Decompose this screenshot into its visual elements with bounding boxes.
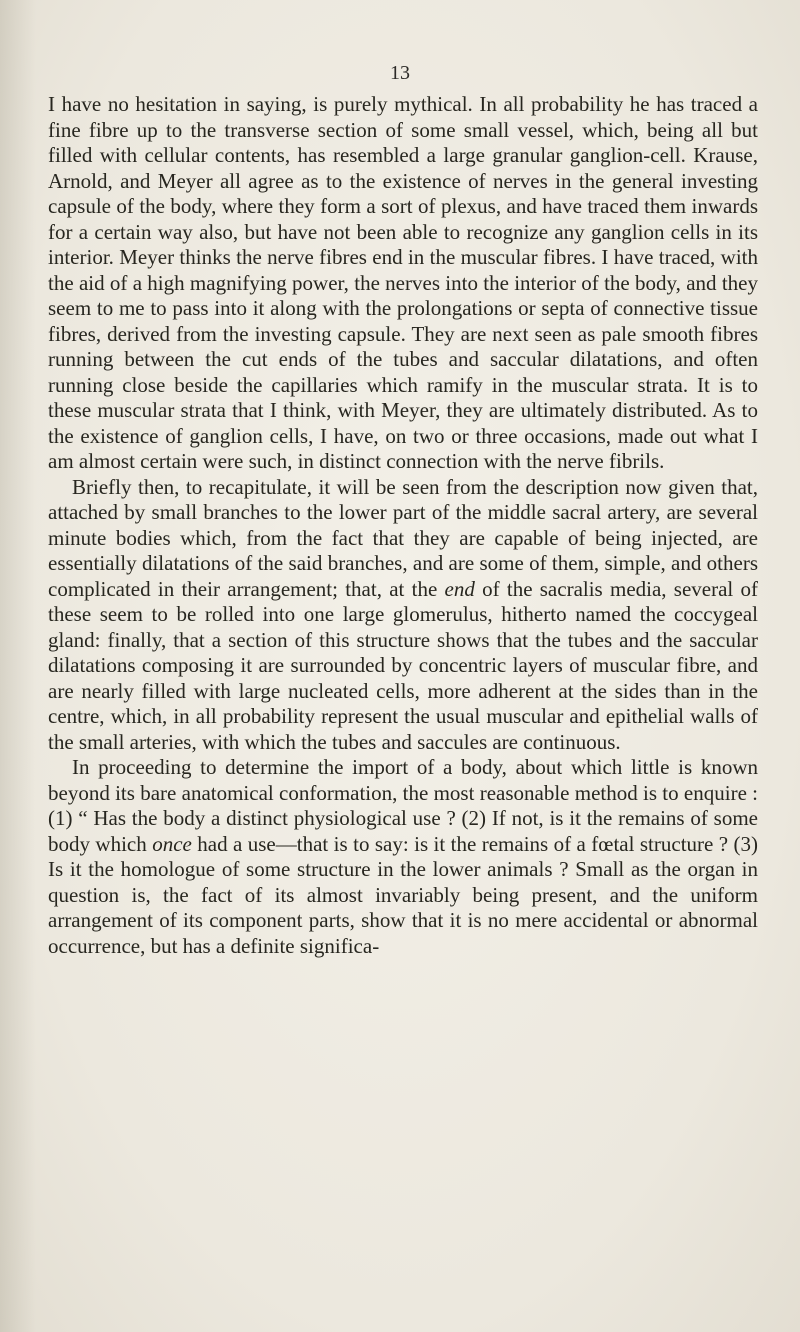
body-text — [48, 92, 758, 959]
paragraph-continuation: I have no hesitation in saying, is purely mythical. In all probability he has traced a fine fibre up to the transverse section of some small vessel, which, being all but filled with cellular contents, has resembled a large granular ganglion-cell. Krause, Arnold, and Meyer all agree as to the existence of nerves in the general investing capsule of the body, where they form a sort of plexus, and have traced them inwards for a certain way also, but have not been able to recognize any ganglion cells in its interior. Meyer thinks the nerve fibres end in the muscular fibres. I have traced, with the aid of a high magnifying power, the nerves into the interior of the body, and they seem to me to pass into it along with the prolongations or septa of connective tissue fibres, derived from the investing capsule. They are next seen as pale smooth fibres running between the cut ends of the tubes and saccular dilatations, and often running close beside the capillaries which ramify in the muscular strata. It is to these muscular strata that I think, with Meyer, they are ultimately distributed. As to the existence of ganglion cells, I have, on two or three occasions, made out what I am almost certain were such, in distinct connection with the nerve fibrils. — [48, 92, 758, 473]
paragraph-recapitulation — [48, 475, 758, 756]
page-number: 13 — [390, 62, 410, 84]
italic-emphasis: end — [444, 576, 475, 601]
paragraph-text-segment: In proceeding to determine the import of a body, about which little is known beyond its bare anatomical conformation, the most reasonable method is to enquire : (1) “ Has the body a distinct physiological use ? (2) If not, is it the remains of some body which — [48, 755, 758, 856]
paragraph-text-segment: Briefly then, to recapitulate, it will be seen from the description now given that, attached by small branches to the lower part of the middle sacral artery, are several minute bodies which, from the fact that they are capable of being injected, are essentially dilatations of the said branches, and are some of them, simple, and others complicated in their arrangement; that, at the — [48, 474, 758, 601]
spine-shadow — [0, 0, 36, 1332]
paragraph-import — [48, 755, 758, 959]
paragraph-text-segment: had a use—that is to say: is it the remains of a fœtal structure ? (3) Is it the homologue of some structure in the lower animals ? Small as the organ in question is, the fact of its almost invariably being present, and the uniform arrangement of its component parts, show that it is no mere accidental or abnormal occurrence, but has a definite significa- — [48, 831, 759, 958]
paragraph-text-segment: of the sacralis media, several of these seem to be rolled into one large glomerulus, hitherto named the coccygeal gland: finally, that a section of this structure shows that the tubes and the saccular dilatations composing it are surrounded by concentric layers of muscular fibre, and are nearly filled with large nucleated cells, more adherent at the sides than in the centre, which, in all probability represent the usual muscular and epithelial walls of the small arteries, with which the tubes and saccules are continuous. — [48, 576, 759, 754]
italic-emphasis: once — [152, 831, 192, 856]
